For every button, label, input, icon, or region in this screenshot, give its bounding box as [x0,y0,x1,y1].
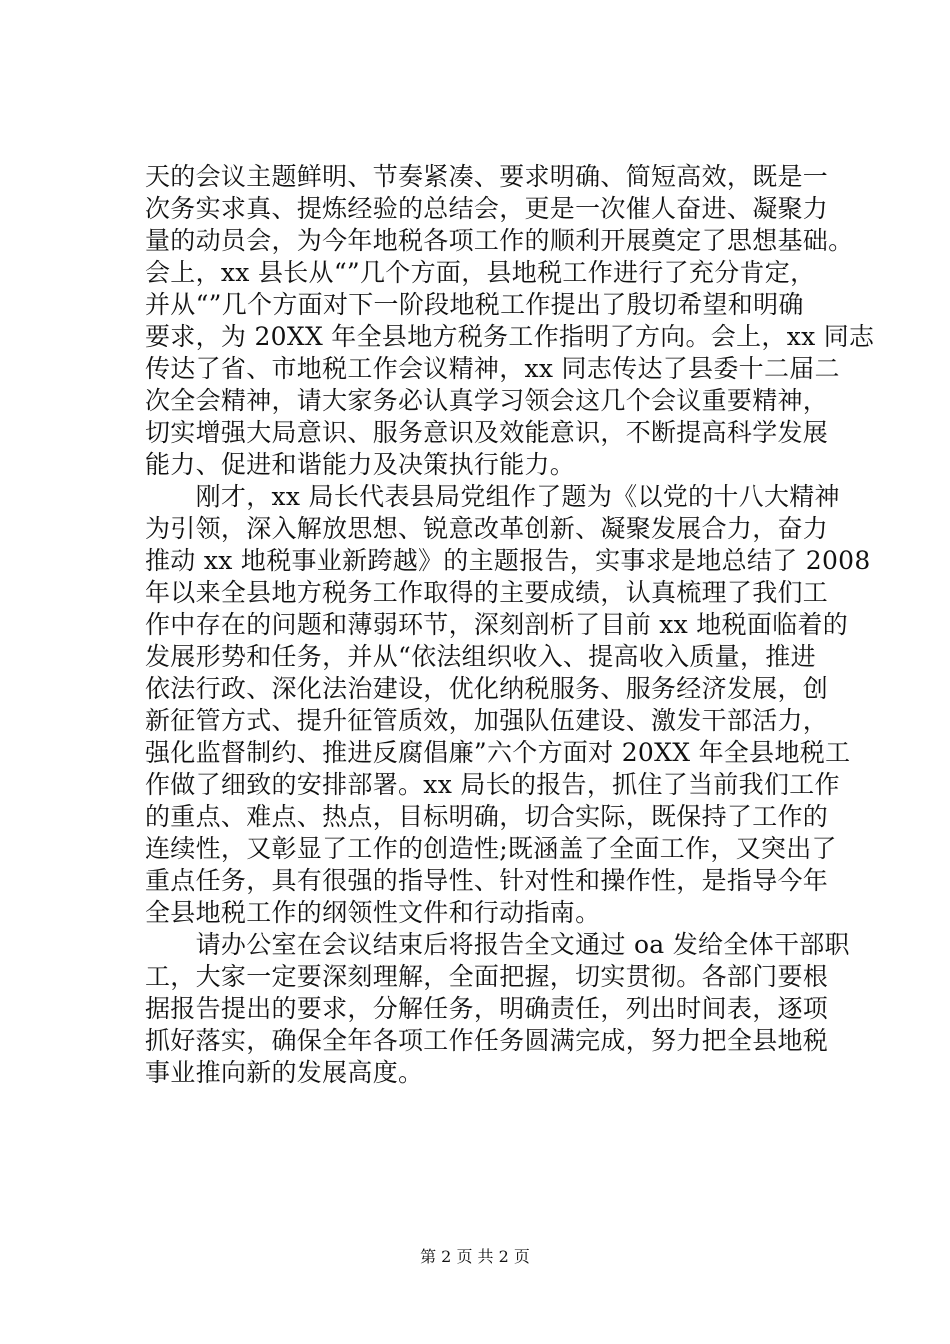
text-line: 连续性，又彰显了工作的创造性;既涵盖了全面工作，又突出了 [145,834,837,863]
text-line: 会上，xx 县长从“”几个方面，县地税工作进行了充分肯定， [145,258,816,287]
text-line: 抓好落实，确保全年各项工作任务圆满完成，努力把全县地税 [145,1026,829,1055]
text-line: 事业推向新的发展高度。 [145,1058,424,1087]
text-line: 作中存在的问题和薄弱环节，深刻剖析了目前 xx 地税面临着的 [145,610,849,639]
text-line: 全县地税工作的纲领性文件和行动指南。 [145,898,601,927]
text-line: 传达了省、市地税工作会议精神，xx 同志传达了县委十二届二 [145,354,840,383]
text-line: 的重点、难点、热点，目标明确，切合实际，既保持了工作的 [145,802,829,831]
text-line: 为引领，深入解放思想、锐意改革创新、凝聚发展合力，奋力 [145,514,829,543]
document-body [145,153,875,1089]
text-line: 作做了细致的安排部署。xx 局长的报告，抓住了当前我们工作 [145,770,840,799]
text-line: 据报告提出的要求，分解任务，明确责任，列出时间表，逐项 [145,994,829,1023]
text-line: 并从“”几个方面对下一阶段地税工作提出了殷切希望和明确 [145,290,804,319]
text-line: 能力、促进和谐能力及决策执行能力。 [145,450,576,479]
text-line: 请办公室在会议结束后将报告全文通过 oa 发给全体干部职 [145,930,850,959]
text-line: 年以来全县地方税务工作取得的主要成绩，认真梳理了我们工 [145,578,829,607]
text-line: 工，大家一定要深刻理解，全面把握，切实贯彻。各部门要根 [145,962,829,991]
text-line: 次全会精神，请大家务必认真学习领会这几个会议重要精神， [145,386,829,415]
text-line: 天的会议主题鲜明、节奏紧凑、要求明确、简短高效，既是一 [145,162,829,191]
text-line: 重点任务，具有很强的指导性、针对性和操作性，是指导今年 [145,866,829,895]
text-line: 量的动员会，为今年地税各项工作的顺利开展奠定了思想基础。 [145,226,854,255]
text-line: 推动 xx 地税事业新跨越》的主题报告，实事求是地总结了 2008 [145,546,871,575]
text-line: 强化监督制约、推进反腐倡廉”六个方面对 20XX 年全县地税工 [145,738,851,767]
text-line: 切实增强大局意识、服务意识及效能意识，不断提高科学发展 [145,418,829,447]
text-line: 刚才，xx 局长代表县局党组作了题为《以党的十八大精神 [145,482,840,511]
text-line: 新征管方式、提升征管质效，加强队伍建设、激发干部活力， [145,706,829,735]
text-line: 发展形势和任务，并从“依法组织收入、提高收入质量，推进 [145,642,816,671]
text-line: 次务实求真、提炼经验的总结会，更是一次催人奋进、凝聚力 [145,194,829,223]
text-line: 依法行政、深化法治建设，优化纳税服务、服务经济发展，创 [145,674,829,703]
page-number-footer: 第 2 页 共 2 页 [420,1247,530,1266]
text-line: 要求，为 20XX 年全县地方税务工作指明了方向。会上，xx 同志 [145,322,875,351]
